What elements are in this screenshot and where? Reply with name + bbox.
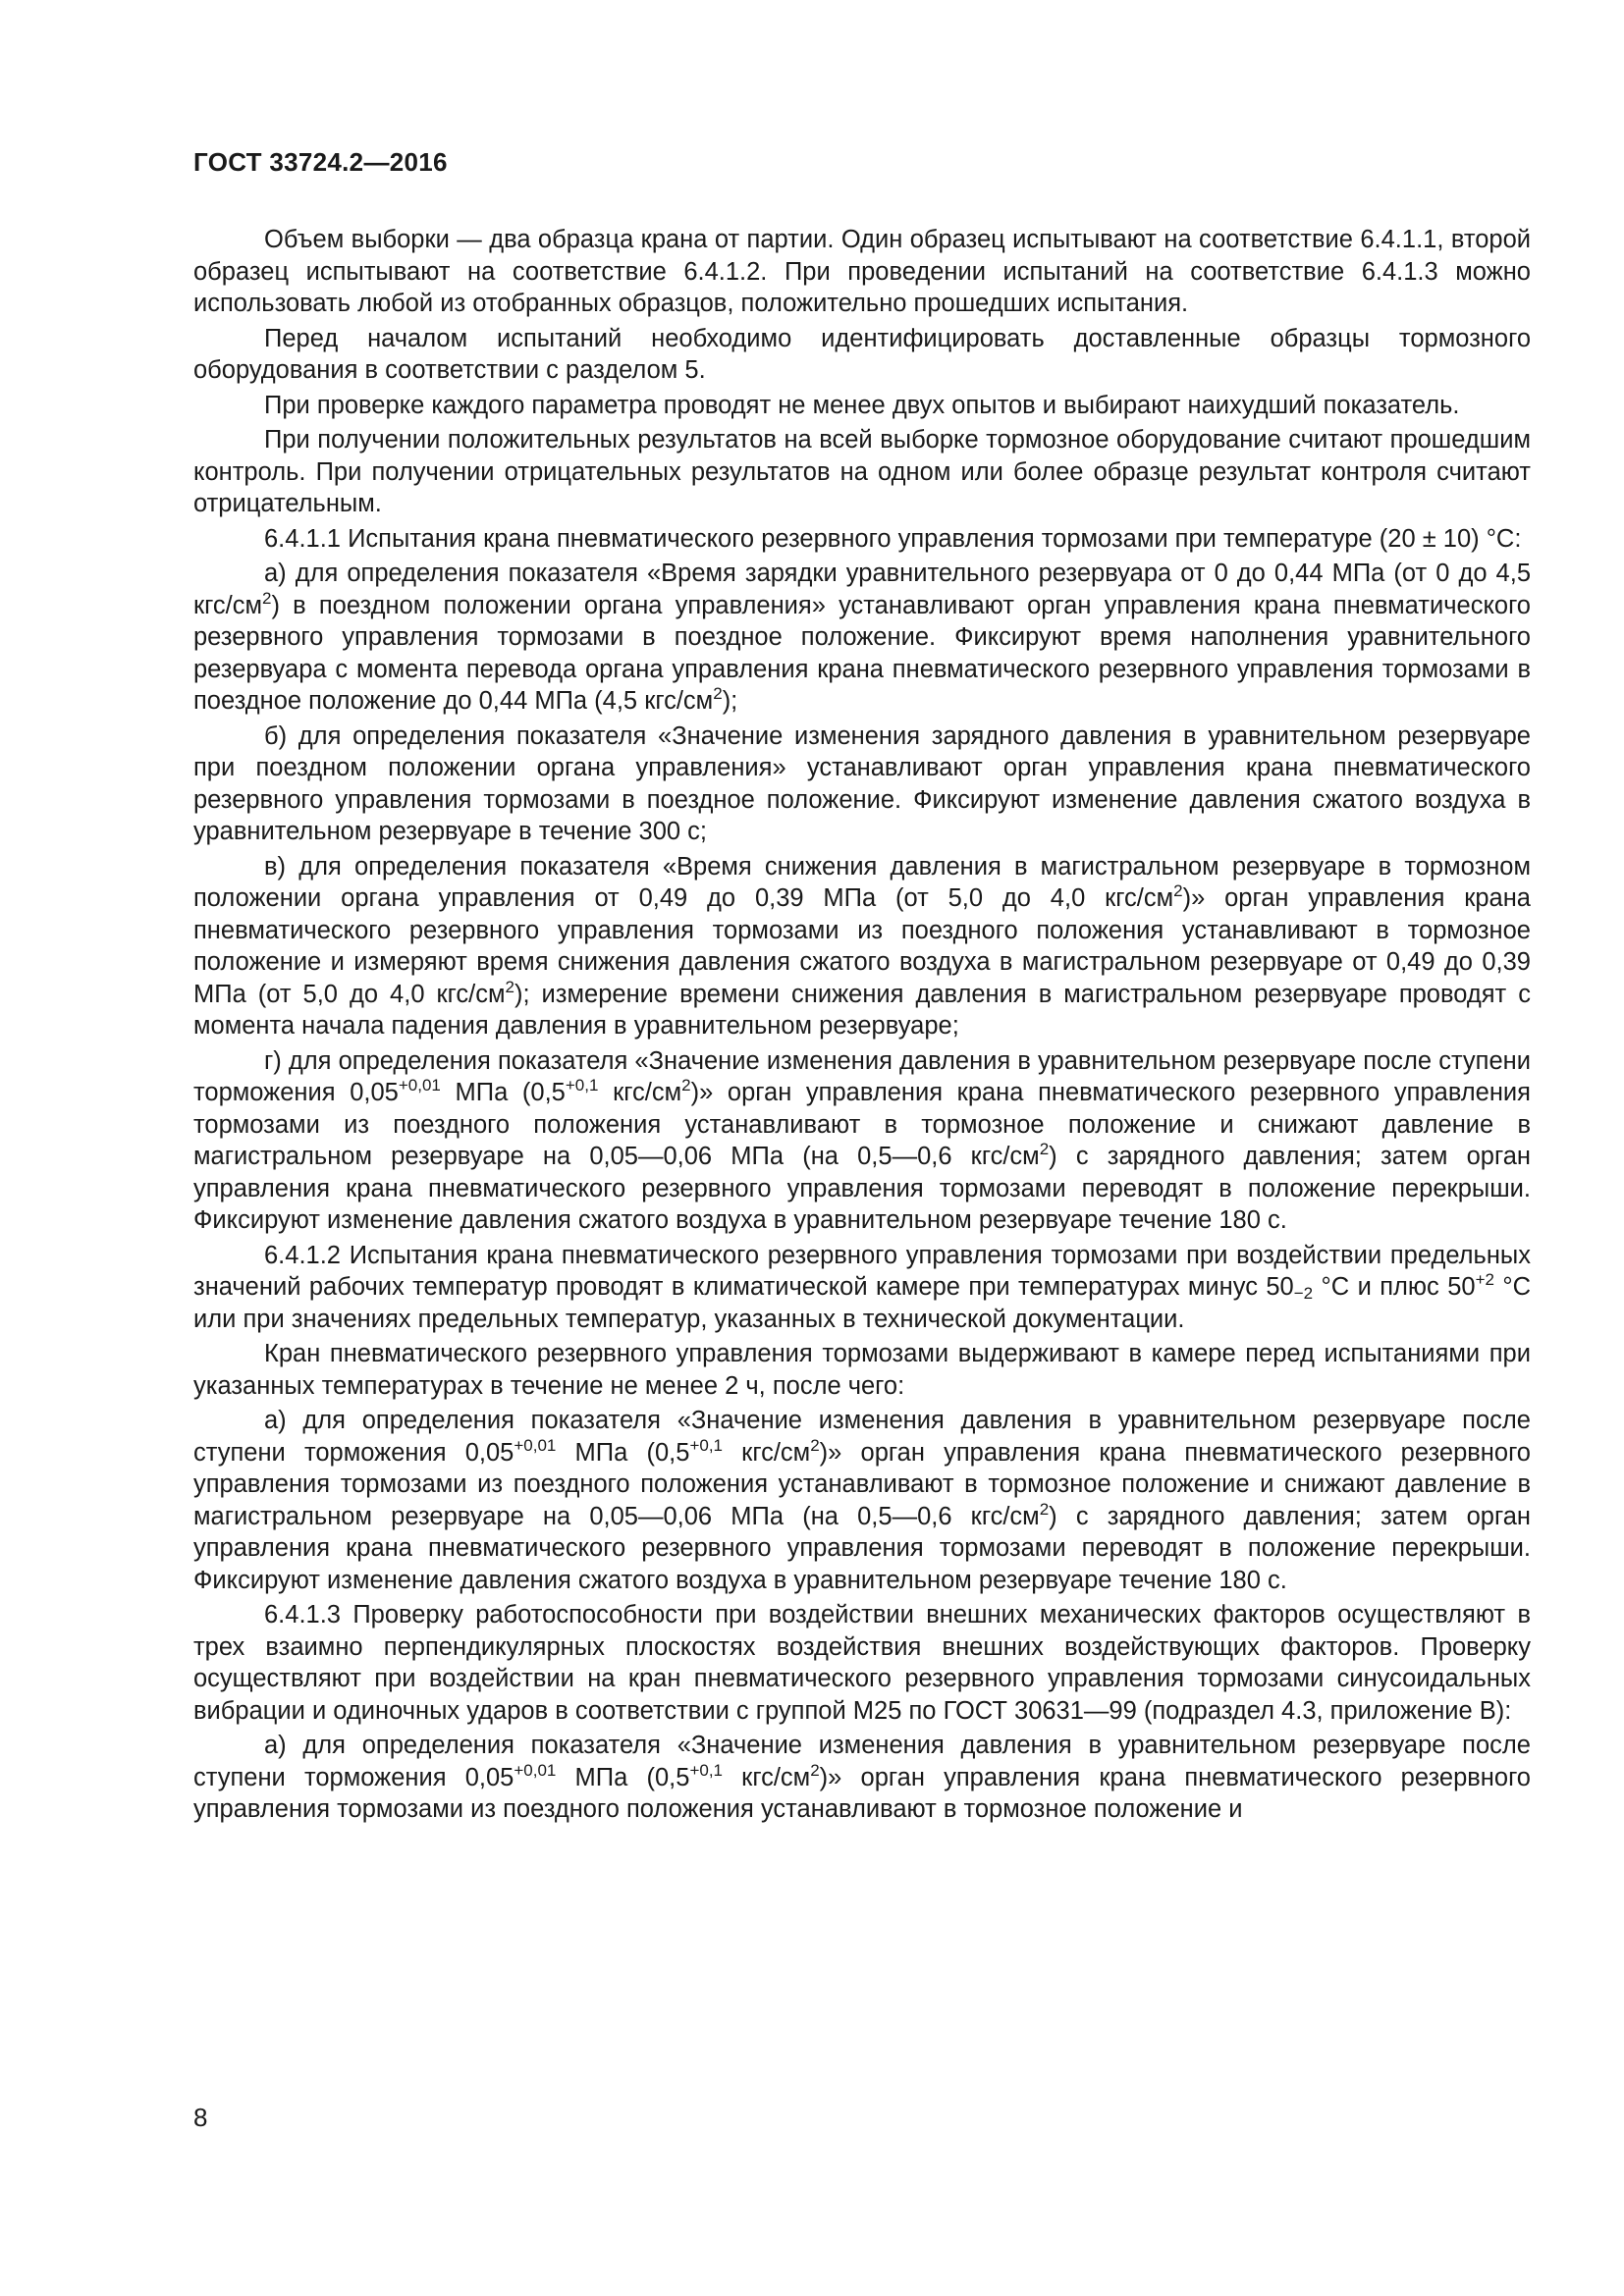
paragraph-chamber-exposure: Кран пневматического резервного управления тормозами выдерживают в камере перед испытаниями при указанных температурах в течение не менее 2 ч, после чего: (193, 1340, 1531, 1400)
paragraph-sample-size: Объем выборки — два образца крана от партии. Один образец испытывают на соответствие 6.4.1.1, второй образец испытывают на соответствие 6.4.1.2. При проведении испытаний на соответствие 6.4.1.3 можно использовать любой из отобранных образцов, положительно прошедших испытания. (193, 226, 1531, 317)
paragraph-identification: Перед началом испытаний необходимо идентифицировать доставленные образцы тормозного оборудования в соответствии с разделом 5. (193, 324, 1531, 384)
page-number: 8 (193, 2103, 208, 2132)
paragraph-6-4-1-1-b: б) для определения показателя «Значение изменения зарядного давления в уравнительном резервуаре при поездном положении органа управления» устанавливают орган управления крана пневматического резервного управления тормозами в поездное положение. Фиксируют изменение давления сжатого воздуха в уравнительном резервуаре в течение 300 с; (193, 721, 1531, 845)
paragraph-6-4-1-3: 6.4.1.3 Проверку работоспособности при воздействии внешних механических факторов осуществляют в трех взаимно перпендикулярных плоскостях воздействия внешних воздействующих факторов. Проверку осуществляют при воздействии на кран пневматического резервного управления тормозами синусоидальных вибрации и одиночных ударов в соответствии с группой М25 по ГОСТ 30631—99 (подраздел 4.3, приложение В): (193, 1601, 1531, 1725)
paragraph-6-4-1-3-a: а) для определения показателя «Значение изменения давления в уравнительном резервуаре после ступени торможения $0,05^{+0,01}$ МПа ($0,5^{+0,1}$ кгс/$см^2$)» орган управления крана пневматического резервного управления тормозами из поездного положения устанавливают в тормозное положение и (193, 1732, 1531, 1823)
document-body (193, 224, 1531, 1829)
paragraph-6-4-1-1-g: г) для определения показателя «Значение изменения давления в уравнительном резервуаре после ступени торможения $0,05^{+0,01}$ МПа ($0,5^{+0,1}$ кгс/$см^2$)» орган управления крана пневматического резервного управления тормозами из поездного положения устанавливают в тормозное положение и снижают давление в магистральном резервуаре на 0,05—0,06 МПа (на 0,5—0,6 кгс/$см^2$) с зарядного давления; затем орган управления крана пневматического резервного управления тормозами переводят в положение перекрыши. Фиксируют изменение давления сжатого воздуха в уравнительном резервуаре течение 180 с. (193, 1046, 1531, 1234)
paragraph-6-4-1-2: 6.4.1.2 Испытания крана пневматического резервного управления тормозами при воздействии предельных значений рабочих температур проводят в климатической камере при температурах минус $50_{-2}$ °С и плюс $50^{+2}$ °С или при значениях предельных температур, указанных в технической документации. (193, 1241, 1532, 1333)
paragraph-results: При получении положительных результатов на всей выборке тормозное оборудование считают прошедшим контроль. При получении отрицательных результатов на одном или более образце результат контроля считают отрицательным. (193, 426, 1531, 517)
paragraph-6-4-1-1: 6.4.1.1 Испытания крана пневматического резервного управления тормозами при температуре (20 ± 10) °С: (264, 524, 1522, 553)
paragraph-6-4-1-1-a: а) для определения показателя «Время зарядки уравнительного резервуара от 0 до 0,44 МПа (от 0 до 4,5 кгс/$см^2$) в поездном положении органа управления» устанавливают орган управления крана пневматического резервного управления тормозами в поездное положение. Фиксируют время наполнения уравнительного резервуара с момента перевода органа управления крана пневматического резервного управления тормозами в поездное положение до 0,44 МПа (4,5 кгс/$см^2$); (193, 560, 1531, 715)
paragraph-parameter-check: При проверке каждого параметра проводят не менее двух опытов и выбирают наихудший показатель. (264, 391, 1460, 419)
paragraph-6-4-1-2-a: а) для определения показателя «Значение изменения давления в уравнительном резервуаре после ступени торможения $0,05^{+0,01}$ МПа ($0,5^{+0,1}$ кгс/$см^2$)» орган управления крана пневматического резервного управления тормозами из поездного положения устанавливают в тормозное положение и снижают давление в магистральном резервуаре на 0,05—0,06 МПа (на 0,5—0,6 кгс/$см^2$) с зарядного давления; затем орган управления крана пневматического резервного управления тормозами переводят в положение перекрыши. Фиксируют изменение давления сжатого воздуха в уравнительном резервуаре течение 180 с. (193, 1407, 1531, 1594)
paragraph-6-4-1-1-v: в) для определения показателя «Время снижения давления в магистральном резервуаре в тормозном положении органа управления от 0,49 до 0,39 МПа (от 5,0 до 4,0 кгс/$см^2$)» орган управления крана пневматического резервного управления тормозами из поездного положения устанавливают в тормозное положение и измеряют время снижения давления сжатого воздуха в магистральном резервуаре от 0,49 до 0,39 МПа (от 5,0 до 4,0 кгс/$см^2$); измерение времени снижения давления в магистральном резервуаре проводят с момента начала падения давления в уравнительном резервуаре; (193, 852, 1531, 1040)
document-header: ГОСТ 33724.2—2016 (193, 147, 448, 177)
